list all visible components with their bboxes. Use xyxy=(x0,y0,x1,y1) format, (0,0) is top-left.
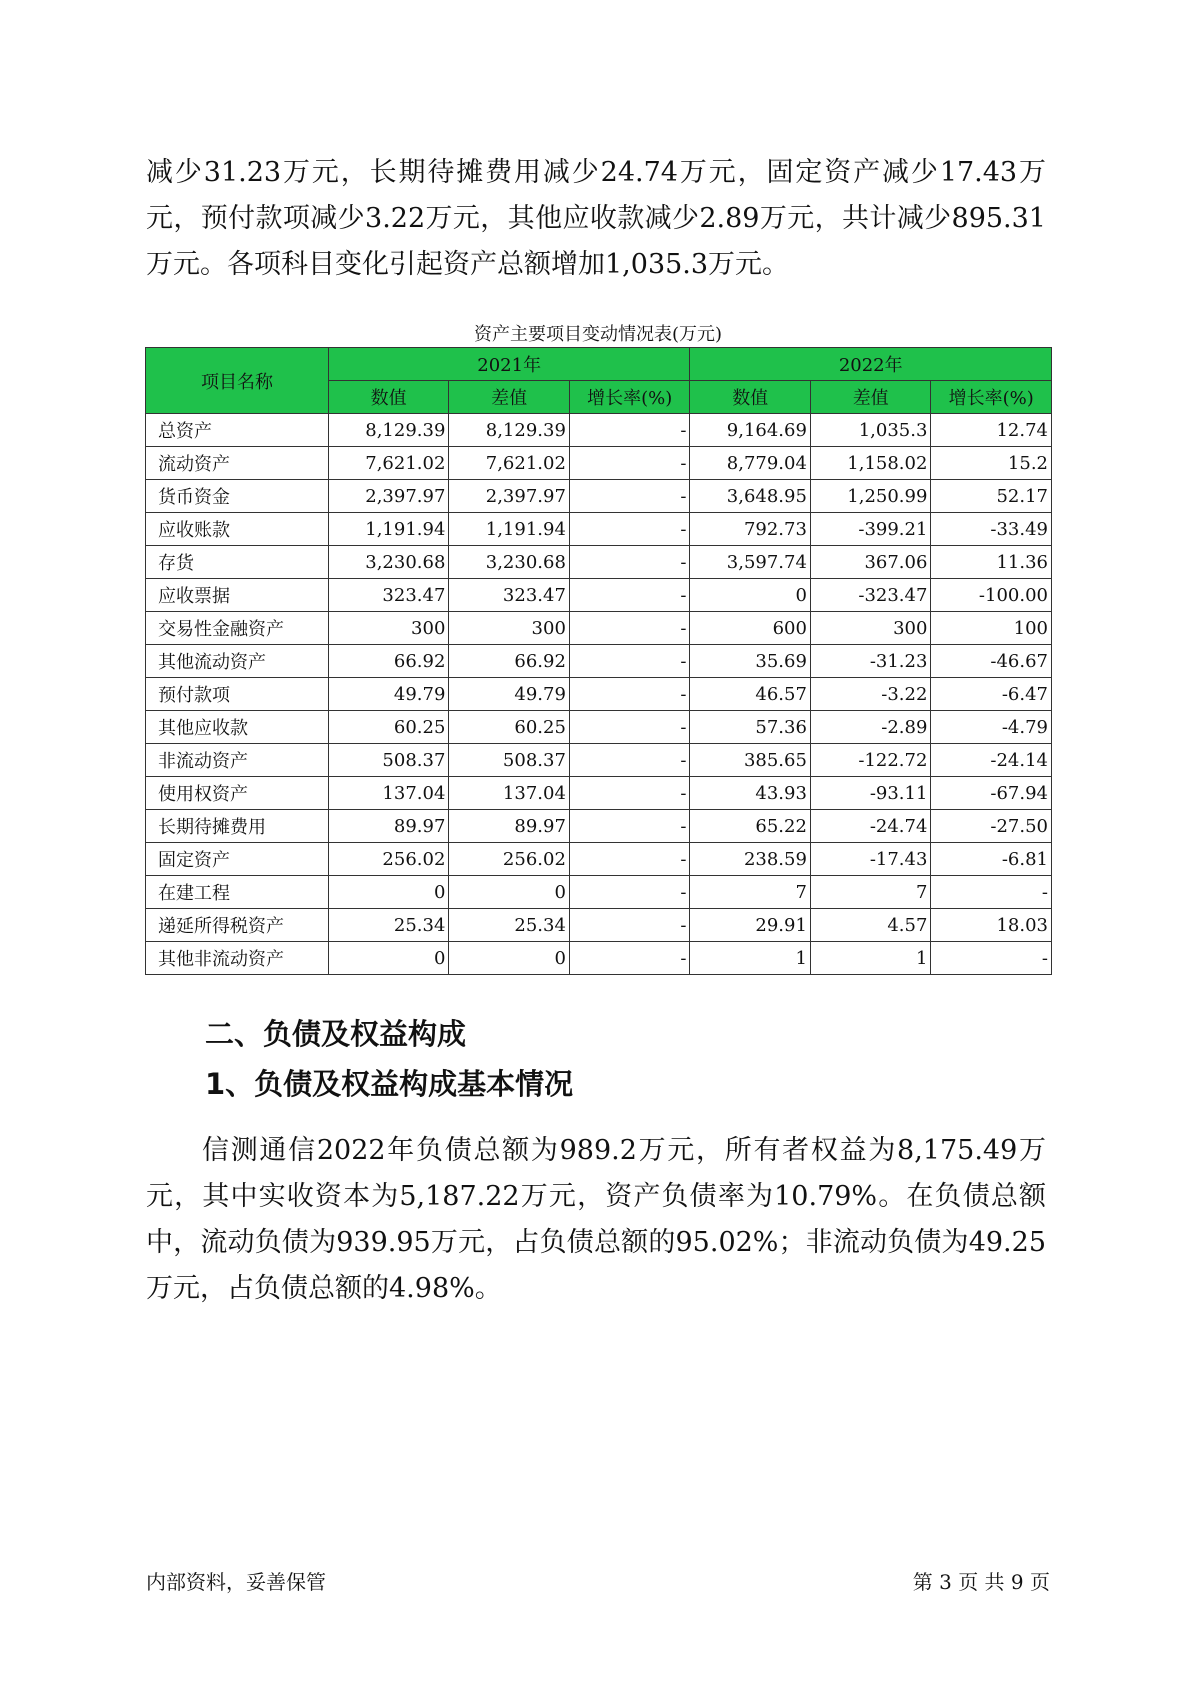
table-row xyxy=(146,810,1052,843)
cell-rate-2021: - xyxy=(569,645,690,678)
cell-diff-2021: 8,129.39 xyxy=(449,414,570,447)
subheader-value-2021: 数值 xyxy=(328,381,449,414)
subsection-heading: 1、负债及权益构成基本情况 xyxy=(205,1067,574,1101)
cell-diff-2021: 508.37 xyxy=(449,744,570,777)
cell-value-2021: 2,397.97 xyxy=(328,480,449,513)
subheader-diff-2021: 差值 xyxy=(449,381,570,414)
table-row xyxy=(146,711,1052,744)
subheader-rate-2021: 增长率(%) xyxy=(569,381,690,414)
cell-rate-2021: - xyxy=(569,546,690,579)
cell-diff-2022: -17.43 xyxy=(810,843,931,876)
cell-item-name: 预付款项 xyxy=(146,678,329,711)
cell-rate-2022: -24.14 xyxy=(931,744,1052,777)
cell-rate-2022: -67.94 xyxy=(931,777,1052,810)
header-year-2022: 2022年 xyxy=(690,348,1052,381)
cell-value-2022: 0 xyxy=(690,579,811,612)
footer-page-number: 第 3 页 共 9 页 xyxy=(912,1570,1050,1594)
cell-item-name: 应收票据 xyxy=(146,579,329,612)
cell-diff-2021: 25.34 xyxy=(449,909,570,942)
cell-diff-2022: -122.72 xyxy=(810,744,931,777)
section-heading: 二、负债及权益构成 xyxy=(205,1017,467,1051)
cell-value-2021: 49.79 xyxy=(328,678,449,711)
cell-value-2022: 3,648.95 xyxy=(690,480,811,513)
cell-value-2022: 8,779.04 xyxy=(690,447,811,480)
cell-item-name: 长期待摊费用 xyxy=(146,810,329,843)
table-row xyxy=(146,744,1052,777)
cell-rate-2022: -6.81 xyxy=(931,843,1052,876)
cell-rate-2021: - xyxy=(569,942,690,975)
cell-value-2021: 300 xyxy=(328,612,449,645)
cell-rate-2022: 100 xyxy=(931,612,1052,645)
cell-value-2021: 60.25 xyxy=(328,711,449,744)
intro-paragraph: 减少31.23万元，长期待摊费用减少24.74万元，固定资产减少17.43万元，预付款项减少3.22万元，其他应收款减少2.89万元，共计减少895.31万元。各项科目变化引起资产总额增加1,035.3万元。 xyxy=(146,157,1046,280)
cell-value-2022: 7 xyxy=(690,876,811,909)
cell-item-name: 使用权资产 xyxy=(146,777,329,810)
cell-rate-2022: -100.00 xyxy=(931,579,1052,612)
cell-item-name: 货币资金 xyxy=(146,480,329,513)
cell-item-name: 其他应收款 xyxy=(146,711,329,744)
cell-rate-2022: 18.03 xyxy=(931,909,1052,942)
cell-diff-2022: 1,158.02 xyxy=(810,447,931,480)
cell-rate-2021: - xyxy=(569,744,690,777)
cell-value-2021: 89.97 xyxy=(328,810,449,843)
cell-item-name: 其他非流动资产 xyxy=(146,942,329,975)
table-row xyxy=(146,579,1052,612)
cell-rate-2021: - xyxy=(569,678,690,711)
cell-value-2021: 323.47 xyxy=(328,579,449,612)
cell-item-name: 总资产 xyxy=(146,414,329,447)
cell-diff-2021: 60.25 xyxy=(449,711,570,744)
cell-value-2021: 66.92 xyxy=(328,645,449,678)
header-item-name: 项目名称 xyxy=(146,348,329,414)
cell-rate-2022: - xyxy=(931,876,1052,909)
cell-rate-2022: -4.79 xyxy=(931,711,1052,744)
header-year-2021: 2021年 xyxy=(328,348,690,381)
cell-value-2022: 385.65 xyxy=(690,744,811,777)
cell-diff-2021: 1,191.94 xyxy=(449,513,570,546)
cell-diff-2022: -24.74 xyxy=(810,810,931,843)
table-row xyxy=(146,546,1052,579)
footer-confidential-note: 内部资料，妥善保管 xyxy=(146,1570,326,1594)
cell-rate-2021: - xyxy=(569,579,690,612)
cell-item-name: 固定资产 xyxy=(146,843,329,876)
cell-diff-2021: 300 xyxy=(449,612,570,645)
cell-value-2022: 238.59 xyxy=(690,843,811,876)
cell-value-2021: 7,621.02 xyxy=(328,447,449,480)
cell-value-2022: 65.22 xyxy=(690,810,811,843)
cell-value-2021: 3,230.68 xyxy=(328,546,449,579)
subheader-diff-2022: 差值 xyxy=(810,381,931,414)
cell-diff-2022: -3.22 xyxy=(810,678,931,711)
cell-value-2022: 9,164.69 xyxy=(690,414,811,447)
cell-value-2021: 0 xyxy=(328,876,449,909)
table-row xyxy=(146,480,1052,513)
cell-diff-2021: 137.04 xyxy=(449,777,570,810)
cell-diff-2022: 1,035.3 xyxy=(810,414,931,447)
cell-rate-2021: - xyxy=(569,513,690,546)
cell-rate-2022: -33.49 xyxy=(931,513,1052,546)
cell-diff-2022: 1 xyxy=(810,942,931,975)
table-row xyxy=(146,513,1052,546)
cell-value-2021: 137.04 xyxy=(328,777,449,810)
cell-value-2021: 256.02 xyxy=(328,843,449,876)
cell-item-name: 其他流动资产 xyxy=(146,645,329,678)
cell-rate-2021: - xyxy=(569,843,690,876)
cell-diff-2021: 0 xyxy=(449,876,570,909)
cell-rate-2021: - xyxy=(569,414,690,447)
cell-diff-2021: 3,230.68 xyxy=(449,546,570,579)
cell-value-2022: 57.36 xyxy=(690,711,811,744)
table-row xyxy=(146,645,1052,678)
cell-item-name: 存货 xyxy=(146,546,329,579)
cell-item-name: 流动资产 xyxy=(146,447,329,480)
cell-value-2022: 792.73 xyxy=(690,513,811,546)
cell-diff-2021: 66.92 xyxy=(449,645,570,678)
cell-rate-2022: 11.36 xyxy=(931,546,1052,579)
cell-rate-2022: -6.47 xyxy=(931,678,1052,711)
cell-rate-2021: - xyxy=(569,810,690,843)
cell-rate-2021: - xyxy=(569,612,690,645)
cell-value-2021: 25.34 xyxy=(328,909,449,942)
table-row xyxy=(146,843,1052,876)
cell-value-2021: 0 xyxy=(328,942,449,975)
cell-value-2022: 43.93 xyxy=(690,777,811,810)
table-row xyxy=(146,414,1052,447)
cell-rate-2021: - xyxy=(569,480,690,513)
table-row xyxy=(146,909,1052,942)
cell-diff-2021: 256.02 xyxy=(449,843,570,876)
cell-rate-2022: -46.67 xyxy=(931,645,1052,678)
subheader-rate-2022: 增长率(%) xyxy=(931,381,1052,414)
subheader-value-2022: 数值 xyxy=(690,381,811,414)
cell-rate-2021: - xyxy=(569,909,690,942)
cell-rate-2022: 15.2 xyxy=(931,447,1052,480)
cell-rate-2022: -27.50 xyxy=(931,810,1052,843)
cell-diff-2021: 89.97 xyxy=(449,810,570,843)
cell-value-2022: 3,597.74 xyxy=(690,546,811,579)
cell-item-name: 应收账款 xyxy=(146,513,329,546)
table-body xyxy=(146,414,1052,975)
cell-diff-2021: 7,621.02 xyxy=(449,447,570,480)
cell-diff-2021: 2,397.97 xyxy=(449,480,570,513)
cell-diff-2022: -323.47 xyxy=(810,579,931,612)
cell-diff-2021: 323.47 xyxy=(449,579,570,612)
cell-item-name: 递延所得税资产 xyxy=(146,909,329,942)
table-row xyxy=(146,612,1052,645)
cell-rate-2021: - xyxy=(569,876,690,909)
table-row xyxy=(146,678,1052,711)
cell-value-2021: 1,191.94 xyxy=(328,513,449,546)
cell-value-2022: 35.69 xyxy=(690,645,811,678)
cell-value-2022: 600 xyxy=(690,612,811,645)
cell-diff-2022: -399.21 xyxy=(810,513,931,546)
cell-diff-2021: 0 xyxy=(449,942,570,975)
cell-rate-2022: 12.74 xyxy=(931,414,1052,447)
cell-item-name: 在建工程 xyxy=(146,876,329,909)
cell-value-2022: 1 xyxy=(690,942,811,975)
cell-diff-2022: 367.06 xyxy=(810,546,931,579)
table-row xyxy=(146,777,1052,810)
cell-diff-2022: -2.89 xyxy=(810,711,931,744)
cell-diff-2022: 1,250.99 xyxy=(810,480,931,513)
table-title: 资产主要项目变动情况表(万元) xyxy=(473,324,723,345)
cell-diff-2022: -93.11 xyxy=(810,777,931,810)
cell-rate-2022: - xyxy=(931,942,1052,975)
asset-change-table xyxy=(145,347,1052,975)
cell-diff-2021: 49.79 xyxy=(449,678,570,711)
cell-diff-2022: 300 xyxy=(810,612,931,645)
cell-rate-2021: - xyxy=(569,777,690,810)
cell-item-name: 交易性金融资产 xyxy=(146,612,329,645)
cell-rate-2022: 52.17 xyxy=(931,480,1052,513)
cell-rate-2021: - xyxy=(569,447,690,480)
body-paragraph: 信测通信2022年负债总额为989.2万元，所有者权益为8,175.49万元，其中实收资本为5,187.22万元，资产负债率为10.79%。在负债总额中，流动负债为939.95万元，占负债总额的95.02%；非流动负债为49.25万元，占负债总额的4.98%。 xyxy=(146,1135,1046,1304)
cell-value-2022: 29.91 xyxy=(690,909,811,942)
table-row xyxy=(146,447,1052,480)
cell-value-2021: 8,129.39 xyxy=(328,414,449,447)
cell-rate-2021: - xyxy=(569,711,690,744)
table-row xyxy=(146,942,1052,975)
cell-diff-2022: -31.23 xyxy=(810,645,931,678)
table-row xyxy=(146,876,1052,909)
cell-item-name: 非流动资产 xyxy=(146,744,329,777)
cell-diff-2022: 4.57 xyxy=(810,909,931,942)
cell-value-2021: 508.37 xyxy=(328,744,449,777)
cell-value-2022: 46.57 xyxy=(690,678,811,711)
cell-diff-2022: 7 xyxy=(810,876,931,909)
